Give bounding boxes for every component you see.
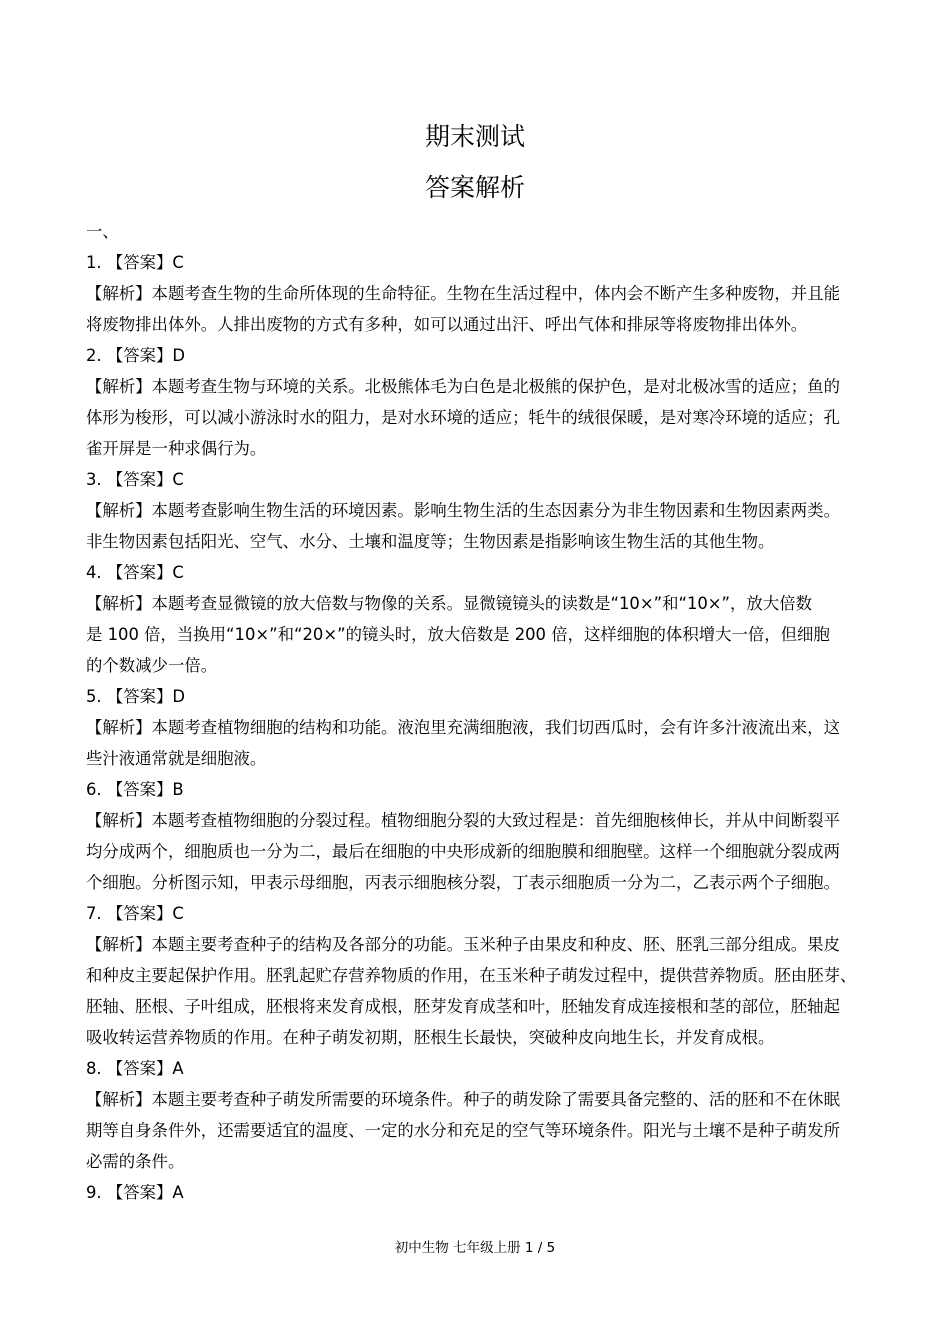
analysis-line: 【解析】本题考查植物细胞的分裂过程。植物细胞分裂的大致过程是：首先细胞核伸长，并从中间断裂平	[86, 811, 840, 830]
section-heading: 一、	[86, 222, 119, 241]
analysis-line: 和种皮主要起保护作用。胚乳起贮存营养物质的作用，在玉米种子萌发过程中，提供营养物质。胚由胚芽、	[86, 966, 857, 985]
analysis-line: 【解析】本题考查生物的生命所体现的生命特征。生物在生活过程中，体内会不断产生多种废物，并且能	[86, 284, 840, 303]
analysis-line: 【解析】本题考查生物与环境的关系。北极熊体毛为白色是北极熊的保护色，是对北极冰雪的适应；鱼的	[86, 377, 840, 396]
analysis-line: 个细胞。分析图示知，甲表示母细胞，丙表示细胞核分裂，丁表示细胞质一分为二，乙表示两个子细胞。	[86, 873, 840, 892]
analysis-line: 【解析】本题考查植物细胞的结构和功能。液泡里充满细胞液，我们切西瓜时，会有许多汁液流出来，这	[86, 718, 840, 737]
analysis-line: 【解析】本题考查影响生物生活的环境因素。影响生物生活的生态因素分为非生物因素和生物因素两类。	[86, 501, 840, 520]
answer-line: 4. 【答案】C	[86, 563, 184, 582]
answer-line: 2. 【答案】D	[86, 346, 186, 365]
analysis-line: 必需的条件。	[86, 1152, 185, 1171]
analysis-line: 雀开屏是一种求偶行为。	[86, 439, 267, 458]
page-subtitle: 答案解析	[424, 173, 525, 202]
answer-line: 6. 【答案】B	[86, 780, 184, 799]
analysis-line: 胚轴、胚根、子叶组成，胚根将来发育成根，胚芽发育成茎和叶，胚轴发育成连接根和茎的部位，胚轴起	[86, 997, 840, 1016]
answer-line: 9. 【答案】A	[86, 1183, 184, 1202]
analysis-line: 将废物排出体外。人排出废物的方式有多种，如可以通过出汗、呼出气体和排尿等将废物排出体外。	[86, 315, 808, 334]
answer-body	[86, 216, 876, 1208]
analysis-line: 【解析】本题考查显微镜的放大倍数与物像的关系。显微镜镜头的读数是“10×”和“10×”，放大倍数	[86, 594, 812, 613]
page-footer: 初中生物 七年级上册 1 / 5	[394, 1240, 556, 1256]
analysis-line: 吸收转运营养物质的作用。在种子萌发初期，胚根生长最快，突破种皮向地生长，并发育成根。	[86, 1028, 775, 1047]
analysis-line: 些汁液通常就是细胞液。	[86, 749, 267, 768]
answer-line: 5. 【答案】D	[86, 687, 186, 706]
answer-line: 8. 【答案】A	[86, 1059, 184, 1078]
analysis-line: 【解析】本题主要考查种子萌发所需要的环境条件。种子的萌发除了需要具备完整的、活的胚和不在休眠	[86, 1090, 840, 1109]
analysis-line: 【解析】本题主要考查种子的结构及各部分的功能。玉米种子由果皮和种皮、胚、胚乳三部分组成。果皮	[86, 935, 840, 954]
analysis-line: 的个数减少一倍。	[86, 656, 218, 675]
answer-line: 3. 【答案】C	[86, 470, 184, 489]
analysis-line: 体形为梭形，可以减小游泳时水的阻力，是对水环境的适应；牦牛的绒很保暖，是对寒冷环境的适应；孔	[86, 408, 840, 427]
analysis-line: 非生物因素包括阳光、空气、水分、土壤和温度等；生物因素是指影响该生物生活的其他生物。	[86, 532, 775, 551]
answer-line: 1. 【答案】C	[86, 253, 184, 272]
page-title: 期末测试	[424, 122, 525, 151]
analysis-line: 均分成两个，细胞质也一分为二，最后在细胞的中央形成新的细胞膜和细胞壁。这样一个细胞就分裂成两	[86, 842, 840, 861]
answer-line: 7. 【答案】C	[86, 904, 184, 923]
analysis-line: 是 100 倍，当换用“10×”和“20×”的镜头时，放大倍数是 200 倍，这样细胞的体积增大一倍，但细胞	[86, 625, 830, 644]
analysis-line: 期等自身条件外，还需要适宜的温度、一定的水分和充足的空气等环境条件。阳光与土壤不是种子萌发所	[86, 1121, 840, 1140]
